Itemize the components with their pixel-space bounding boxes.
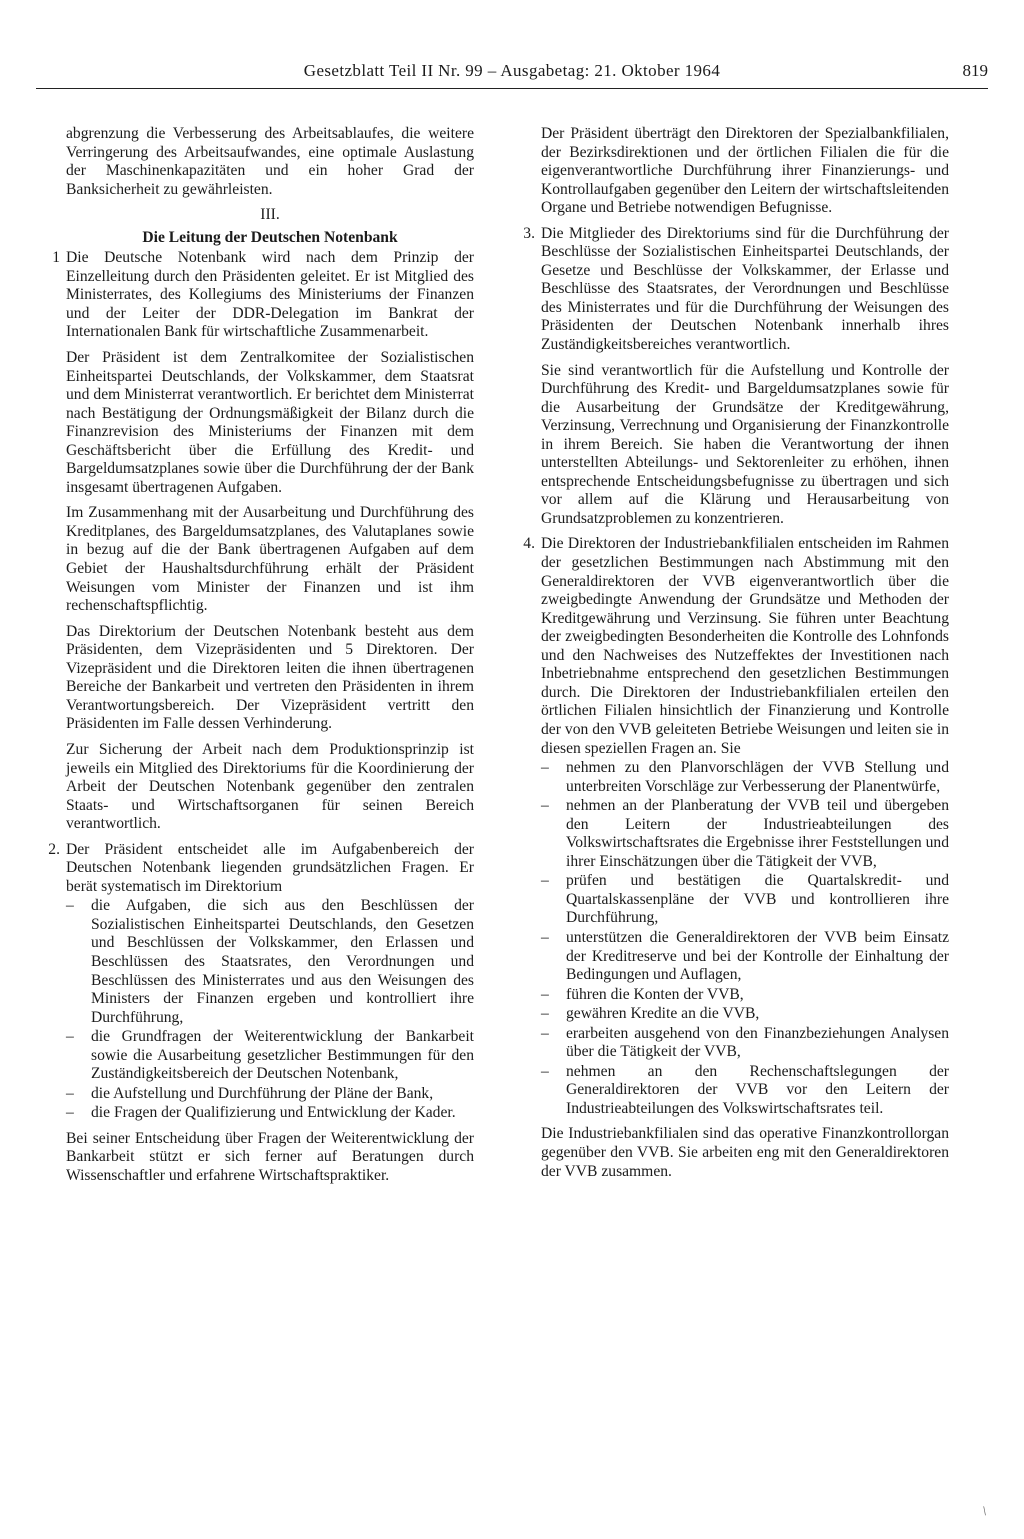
dash-bullet: – bbox=[541, 1005, 549, 1023]
dash-bullet: – bbox=[66, 1084, 74, 1102]
dash-bullet: – bbox=[541, 1062, 549, 1080]
section-heading: Die Leitung der Deutschen Notenbank bbox=[142, 228, 398, 246]
item-number: 1 bbox=[52, 249, 60, 267]
list-item-text: die Aufstellung und Durchführung der Pläne der Bank, bbox=[91, 1084, 434, 1102]
item-4 bbox=[523, 535, 949, 758]
list-item bbox=[541, 929, 949, 985]
list-item-text: prüfen und bestätigen die Quartalskredit- und Quartalskassenpläne der VVB und kontrollieren ihre Durchführung, bbox=[566, 872, 949, 927]
list-item-text: die Grundfragen der Weiterentwicklung der Bankarbeit sowie die Ausarbeitung gesetzlicher Bestimmungen für den Zuständigkeitsbereich der Deutschen Notenbank, bbox=[91, 1028, 474, 1083]
list-item bbox=[541, 1025, 949, 1062]
continued-paragraph: Der Präsident überträgt den Direktoren der Spezialbankfilialen, der Bezirksdirektionen und der örtlichen Filialen die für die eigenverantwortliche Durchführung ihrer Finanzierungs- und Kontrollaufgaben gegenüber den Leitern der wirtschaftsleitenden Organe und Betriebe notwendigen Befugnisse. bbox=[541, 125, 949, 217]
list-item bbox=[541, 797, 949, 871]
item-2-dash-list bbox=[66, 897, 474, 1123]
item-2-paragraph-1: Der Präsident entscheidet alle im Aufgabenbereich der Deutschen Notenbank liegenden grundsätzlichen Fragen. Er berät systematisch im Direktorium bbox=[66, 840, 474, 895]
list-item-text: nehmen an den Rechenschaftslegungen der Generaldirektoren der VVB vor den Leitern der Industrieabteilungen des Volkswirtschaftsrates teil. bbox=[566, 1062, 949, 1117]
item-1-paragraph-2: Der Präsident ist dem Zentralkomitee der Sozialistischen Einheitspartei Deutschlands, der Volkskammer, dem Staatsrat und dem Ministerrat verantwortlich. Er berichtet dem Ministerrat nach Bestätigung der Ordnungsmäßigkeit der Bilanz durch die Finanzrevision des Ministeriums der Finanzen mit dem Geschäftsbericht über die Erfüllung des Kredit- und Bargeldumsatzplanes sowie über die Durchführung der der Bank insgesamt übertragenen Aufgaben. bbox=[66, 349, 474, 496]
list-item bbox=[541, 872, 949, 928]
dash-bullet: – bbox=[541, 1024, 549, 1042]
item-1 bbox=[52, 249, 474, 342]
section-numeral: III. bbox=[260, 206, 280, 224]
list-item bbox=[66, 1028, 474, 1084]
list-item-text: nehmen an der Planberatung der VVB teil und übergeben den Leitern der Industrieabteilungen des Volkswirtschaftsrates die Ergebnisse ihrer Feststellungen und ihrer Einschätzungen über die Tätigkeit der VVB, bbox=[566, 797, 949, 870]
list-item bbox=[66, 1104, 474, 1123]
list-item-text: führen die Konten der VVB, bbox=[566, 985, 744, 1003]
item-2 bbox=[48, 840, 474, 897]
list-item-text: die Aufgaben, die sich aus den Beschlüssen der Sozialistischen Einheitspartei Deutschlands, den Gesetzen und Beschlüssen der Volkskammer, den Erlassen und Beschlüssen des Staatsrates, den Verordnungen und Beschlüssen des Ministerrates und aus den Weisungen des Ministers der Finanzen ergeben und kontrolliert ihre Durchführung, bbox=[91, 897, 474, 1026]
item-1-paragraph-3: Im Zusammenhang mit der Ausarbeitung und Durchführung des Kreditplanes, des Bargeldumsatzplanes, des Valutaplanes sowie in bezug auf die der Bank übertragenen Aufgaben auf dem Gebiet der Haushaltsdurchführung erhält der Präsident Weisungen vom Minister der Finanzen und ist ihm rechenschaftspflichtig. bbox=[66, 504, 474, 615]
header-title: Gesetzblatt Teil II Nr. 99 – Ausgabetag: 21. Oktober 1964 bbox=[303, 61, 721, 80]
list-item bbox=[66, 897, 474, 1027]
list-item bbox=[66, 1085, 474, 1104]
dash-bullet: – bbox=[66, 897, 74, 915]
item-4-paragraph-1: Die Direktoren der Industriebankfilialen entscheiden im Rahmen der gesetzlichen Bestimmungen nach Abstimmung mit den Generaldirektoren der VVB eigenverantwortlich über die zweigbedingte Anwendung der Grundsätze und Methoden der Kreditgewährung und Verzinsung. Sie führen unter Beachtung der zweigbedingten Besonderheiten die Kontrolle des Lohnfonds und den Nachweises des Nutzeffektes der Investitionen nach Inbetriebnahme entsprechend den gesetzlichen Bestimmungen durch. Die Direktoren der Industriebankfilialen erteilen den örtlichen Filialen hinsichtlich der Finanzierung und Kontrolle der von den VVB geleiteten Betriebe Weisungen und leiten sie in diesen speziellen Fragen an. Sie bbox=[541, 535, 949, 757]
item-3-paragraph-2: Sie sind verantwortlich für die Aufstellung und Kontrolle der Durchführung des Kredit- und Bargeldumsatzplanes sowie für die Ausarbeitung der Grundsätze der Kreditgewährung, Verzinsung, Verrechnung und Organisierung der Finanzkontrolle in ihrem Bereich. Sie haben die Verantwortung der ihnen unterstellten Abteilungs- und Sektorenleiter zu erhöhen, ihnen entsprechende Entscheidungsbefugnisse zu übertragen und sich vor allem auf die Klärung und Herausarbeitung von Grundsatzproblemen zu konzentrieren. bbox=[541, 361, 949, 527]
item-number: 3. bbox=[523, 224, 535, 242]
list-item-text: gewähren Kredite an die VVB, bbox=[566, 1005, 760, 1023]
dash-bullet: – bbox=[541, 797, 549, 815]
item-3-paragraph-1: Die Mitglieder des Direktoriums sind für die Durchführung der Beschlüsse der Sozialistischen Einheitspartei Deutschlands, der Gesetze und Beschlüsse der Volkskammer, der Erlasse und Beschlüsse des Staatsrates, der Verordnungen und Beschlüsse des Ministerrates und für die Durchführung der Weisungen des Präsidenten der Deutschen Notenbank innerhalb ihres Zuständigkeitsbereiches verantwortlich. bbox=[541, 224, 949, 354]
item-1-paragraph-5: Zur Sicherung der Arbeit nach dem Produktionsprinzip ist jeweils ein Mitglied des Direktoriums für die Koordinierung der Arbeit der Deutschen Notenbank gegenüber den zentralen Staats- und Wirtschaftsorganen für seinen Bereich verantwortlich. bbox=[66, 740, 474, 833]
list-item-text: nehmen zu den Planvorschlägen der VVB Stellung und unterbreiten Vorschläge zur Verbesserung der Planentwürfe, bbox=[566, 759, 949, 795]
list-item bbox=[541, 986, 949, 1005]
dash-bullet: – bbox=[541, 928, 549, 946]
item-1-paragraph-4: Das Direktorium der Deutschen Notenbank besteht aus dem Präsidenten, dem Vizepräsidenten und 5 Direktoren. Der Vizepräsident und die Direktoren leiten die ihnen übertragenen Bereiche der Bankarbeit und vertreten den Präsidenten in ihrem Verantwortungsbereich. Der Vizepräsident vertritt den Präsidenten im Falle dessen Verhinderung. bbox=[66, 622, 474, 733]
list-item bbox=[541, 1063, 949, 1119]
list-item bbox=[541, 1005, 949, 1024]
item-number: 4. bbox=[523, 535, 535, 553]
item-number: 2. bbox=[48, 840, 60, 858]
item-2-paragraph-2: Bei seiner Entscheidung über Fragen der Weiterentwicklung der Bankarbeit stützt er sich ferner auf Beratungen durch Wissenschaftler und erfahrene Wirtschaftspraktiker. bbox=[66, 1129, 474, 1184]
item-4-dash-list bbox=[541, 759, 949, 1118]
item-1-paragraph-1: Die Deutsche Notenbank wird nach dem Prinzip der Einzelleitung durch den Präsidenten geleitet. Er ist Mitglied des Ministerrates, des Kollegiums des Ministeriums der Finanzen und der Leiter der DDR-Delegation im Bankrat der Internationalen Bank für wirtschaftliche Zusammenarbeit. bbox=[66, 249, 474, 341]
corner-mark: / bbox=[979, 1503, 990, 1519]
page-number: 819 bbox=[962, 61, 988, 80]
dash-bullet: – bbox=[541, 985, 549, 1003]
right-column bbox=[523, 125, 949, 1188]
dash-bullet: – bbox=[66, 1028, 74, 1046]
dash-bullet: – bbox=[66, 1104, 74, 1122]
list-item-text: unterstützen die Generaldirektoren der VVB beim Einsatz der Kreditreserve und bei der Kontrolle der Einhaltung der Bedingungen und Auflagen, bbox=[566, 928, 949, 984]
intro-paragraph: abgrenzung die Verbesserung des Arbeitsablaufes, die weitere Verringerung des Arbeitsaufwandes, eine optimale Auslastung der Maschinenkapazitäten und ein hoher Grad der Banksicherheit zu gewährleisten. bbox=[66, 125, 474, 198]
left-column bbox=[48, 125, 474, 1193]
dash-bullet: – bbox=[541, 759, 549, 777]
list-item-text: erarbeiten ausgehend von den Finanzbeziehungen Analysen über die Tätigkeit der VVB, bbox=[566, 1024, 949, 1061]
item-4-paragraph-2: Die Industriebankfilialen sind das operative Finanzkontrollorgan gegenüber den VVB. Sie arbeiten eng mit den Generaldirektoren der VVB zusammen. bbox=[541, 1125, 949, 1180]
list-item bbox=[541, 759, 949, 796]
page-header bbox=[36, 56, 988, 89]
item-3 bbox=[523, 224, 949, 355]
list-item-text: die Fragen der Qualifizierung und Entwicklung der Kader. bbox=[91, 1104, 456, 1122]
dash-bullet: – bbox=[541, 872, 549, 890]
